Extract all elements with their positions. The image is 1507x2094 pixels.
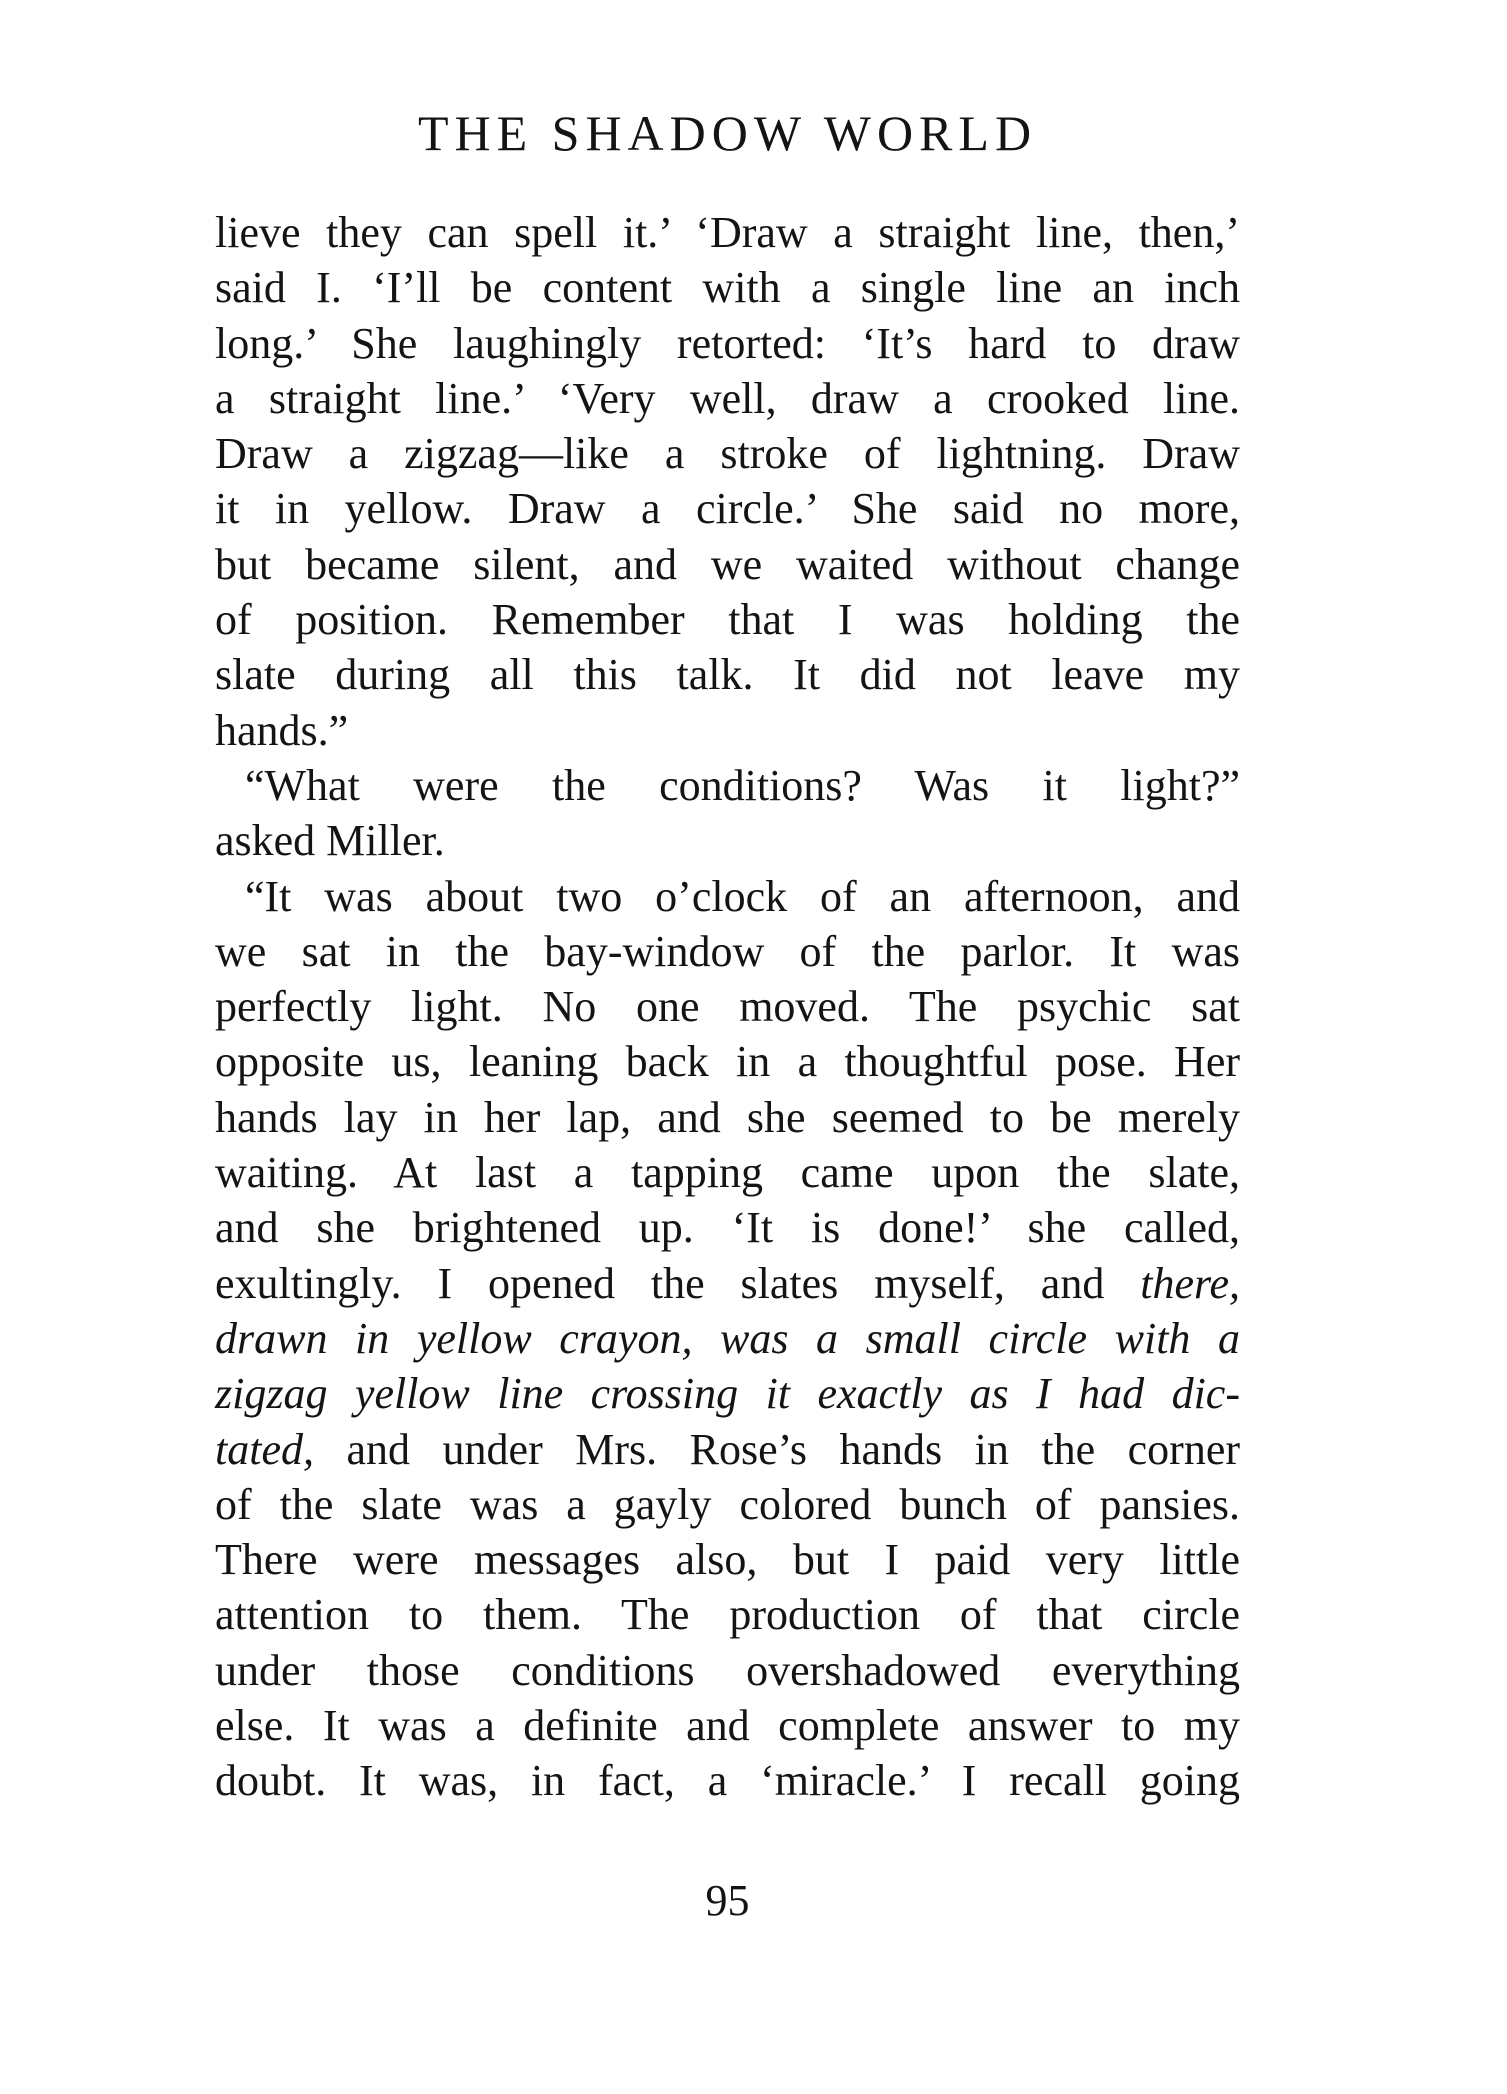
text-line: attention to them. The production of that circle <box>215 1590 1240 1640</box>
text-line: perfectly light. No one moved. The psychic sat <box>215 982 1240 1032</box>
text-line: but became silent, and we waited without change <box>215 539 1240 589</box>
italic-text-line: zigzag yellow line crossing it exactly as I had dic- <box>215 1369 1240 1419</box>
text-line: hands.” <box>215 705 349 755</box>
text-line: “What were the conditions? Was it light?” <box>245 760 1240 810</box>
text-line: of the slate was a gayly colored bunch of pansies. <box>215 1479 1240 1529</box>
text-line: There were messages also, but I paid very little <box>215 1535 1240 1585</box>
text-line: lieve they can spell it.’ ‘Draw a straight line, then,’ <box>215 208 1240 257</box>
text-line: we sat in the bay-window of the parlor. It was <box>215 926 1240 976</box>
text-line: hands lay in her lap, and she seemed to be merely <box>215 1092 1240 1142</box>
text-line: Draw a zigzag—like a stroke of lightning. Draw <box>215 429 1240 479</box>
text-line: doubt. It was, in fact, a ‘miracle.’ I recall going <box>215 1756 1240 1806</box>
text-line: of position. Remember that I was holding the <box>215 595 1240 645</box>
text-line <box>215 1422 1240 1477</box>
text-line: “It was about two o’clock of an afternoon, and <box>245 871 1240 921</box>
text-line: said I. ‘I’ll be content with a single line an inch <box>215 263 1240 313</box>
text-line: under those conditions overshadowed everything <box>215 1645 1240 1695</box>
running-head: THE SHADOW WORLD <box>417 105 1038 161</box>
italic-run: there, <box>1140 1258 1241 1308</box>
text-line: waiting. At last a tapping came upon the slate, <box>215 1148 1240 1198</box>
italic-text-line: drawn in yellow crayon, was a small circle with a <box>215 1313 1240 1363</box>
text-run: and under Mrs. Rose’s hands in the corner <box>346 1424 1241 1474</box>
text-line: and she brightened up. ‘It is done!’ she called, <box>215 1203 1240 1253</box>
text-line: long.’ She laughingly retorted: ‘It’s hard to draw <box>215 318 1240 368</box>
text-run: exultingly. I opened the slates myself, and <box>215 1258 1105 1308</box>
text-line: slate during all this talk. It did not leave my <box>215 650 1240 700</box>
text-line: else. It was a definite and complete answer to my <box>215 1701 1240 1751</box>
text-line: asked Miller. <box>215 816 445 866</box>
text-line <box>215 1256 1240 1311</box>
page-number: 95 <box>705 1876 750 1925</box>
body-text <box>215 205 1240 1809</box>
text-line: a straight line.’ ‘Very well, draw a crooked line. <box>215 373 1240 423</box>
text-line: opposite us, leaning back in a thoughtful pose. Her <box>215 1037 1240 1087</box>
italic-run: tated, <box>215 1424 314 1474</box>
text-line: it in yellow. Draw a circle.’ She said no more, <box>215 484 1240 534</box>
